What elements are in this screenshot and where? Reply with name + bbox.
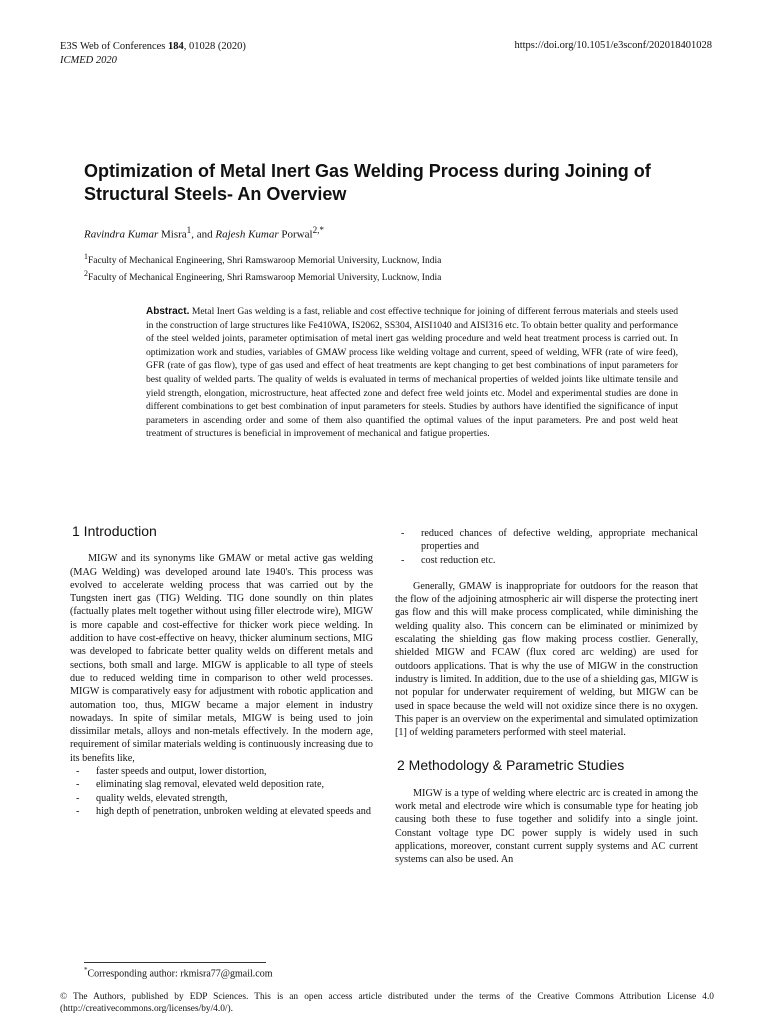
list-item: - quality welds, elevated strength, — [96, 792, 373, 805]
abstract-text: Metal Inert Gas welding is a fast, reliable and cost effective technique for joining of different ferrous materials and steels used in the construction of large structures like Fe410WA, IS2062, SS304, AISI1040 and AISI316 etc. To obtain better quality and performance of the steel welded joints, parameter optimisation of metal inert gas welding procedure and weld heat treatment process is carried out. In optimization work and studies, variables of GMAW process like welding voltage and current, speed of welding, WFR (rate of wire feed), GFR (rate of gas flow), type of gas used and effect of heat treatments are kept changing to get best combinations of input parameters for best quality of welded parts. The quality of welds is evaluated in terms of mechanical properties of welded joints like ultimate tensile and yield strength, elongation, microstructure, heat affected zone and defect free weld joints etc. Model and experimental studies are done in different combinations to get best combination of input parameters for steels. Studies by authors have identified the significance of input parameters in ascending order and some of them also quantified the optimal values of the input parameters. Pre and post weld heat treatment of structures is beneficial in improvement of mechanical and fatigue properties. — [146, 306, 678, 440]
outdoor-paragraph: Generally, GMAW is inappropriate for outdoors for the reason that the flow of the adjoining atmospheric air will disperse the protecting inert gas flow and this will make process complicated, while diminishing the welding quality also. This concern can be eliminated or minimized by escalating the shielding gas flow making process costlier. Generally, shielded MIGW and FCAW (flux cored arc welding) are used for outdoors applications. That is why the use of MIGW in the construction industry is limited. In addition, due to the use of a shielding gas, MIGW is not popular for underwater requirement of welding, but MIGW can be used in space because the weld will not oxidize since there is no oxygen. This paper is an overview on the experimental and simulated optimization [1] of welding parameters performed with steel material. — [395, 580, 698, 739]
author-list — [84, 225, 324, 241]
benefits-list-continued — [395, 527, 698, 567]
benefits-list — [70, 765, 373, 818]
right-column — [395, 527, 698, 867]
list-item: - eliminating slag removal, elevated weld deposition rate, — [96, 778, 373, 791]
doi-link[interactable]: https://doi.org/10.1051/e3sconf/202018401028 — [514, 40, 712, 51]
list-item: - cost reduction etc. — [421, 554, 698, 567]
affiliation-2: $^2$Faculty of Mechanical Engineering, Shri Ramswaroop Memorial University, Lucknow, India — [84, 268, 442, 283]
list-item: - faster speeds and output, lower distortion, — [96, 765, 373, 778]
abstract — [146, 305, 678, 441]
footnote-rule — [84, 962, 266, 963]
spacer — [395, 567, 698, 580]
section-heading-methodology: 2 Methodology & Parametric Studies — [397, 757, 625, 774]
author-1-affil-mark: 1 — [186, 225, 192, 235]
intro-paragraph: MIGW and its synonyms like GMAW or metal active gas welding (MAG Welding) was developed around late 1940's. This process was evolved to accelerate welding process that was carried out by the Tungsten inert gas (TIG) Welding. TIG done soundly on thin plates (factually plates melt together without using filler electrode wire), MIGW is more capable and cost-effective for thicker work piece welding. In addition to have cost-effective on heavy, thicker aluminum sections, MIG was developed to fabricate better quality welds on different metals and sections, both small and large. MIGW is applicable to all type of steels due to reduced welding time in comparison to other weld processes. MIGW is comparatively easy for adjustment with robotic application and automation too, thus, MIGW became a major element in industry nowadays. In spite of similar metals, MIGW is being used to join dissimilar metals, alloys and non-metals effectively. In the modern age, requirement of similar materials welding is continuously increasing due to its benefits like, — [70, 553, 374, 764]
conference-name: ICMED 2020 — [60, 55, 117, 66]
author-2-affil-mark: 2,* — [312, 225, 325, 235]
author-separator: , and — [191, 228, 216, 241]
journal-citation: E3S Web of Conferences 184, 01028 (2020) — [60, 41, 246, 52]
author-1-given-name: Ravindra Kumar — [84, 228, 159, 241]
list-item: - reduced chances of defective welding, appropriate mechanical properties and — [421, 527, 698, 554]
author-2-surname: Porwal — [278, 228, 313, 241]
author-2-given-name: Rajesh Kumar — [215, 228, 279, 241]
methodology-paragraph: MIGW is a type of welding where electric arc is created in among the work metal and electrode wire which is consumable type for heating job causing both these to fuse together and solidify into a single joint. Constant voltage type DC power supply is widely used in such applications, moreover, constant current supply systems and AC current systems can also be used. An — [395, 787, 698, 866]
section-heading-introduction: 1 Introduction — [72, 523, 157, 539]
left-column — [70, 525, 373, 818]
corresponding-author-footnote: *Corresponding author: rkmisra77@gmail.com — [84, 966, 273, 980]
running-header — [60, 40, 246, 68]
paper-title: Optimization of Metal Inert Gas Welding Process during Joining of Structural Steels- An Overview — [84, 161, 651, 204]
abstract-label: Abstract. — [146, 306, 190, 317]
author-1-surname: Misra — [158, 228, 187, 241]
affiliations — [84, 251, 441, 284]
affiliation-1: $^1$Faculty of Mechanical Engineering, Shri Ramswaroop Memorial University, Lucknow, India — [84, 252, 442, 267]
list-item: - high depth of penetration, unbroken welding at elevated speeds and — [96, 805, 373, 818]
license-notice: © The Authors, published by EDP Sciences. This is an open access article distributed under the terms of the Creative Commons Attribution License 4.0 (http://creativecommons.org/licenses/by/4.0/). — [60, 992, 714, 1014]
spacer — [395, 739, 698, 759]
volume-number: 184 — [168, 41, 184, 52]
